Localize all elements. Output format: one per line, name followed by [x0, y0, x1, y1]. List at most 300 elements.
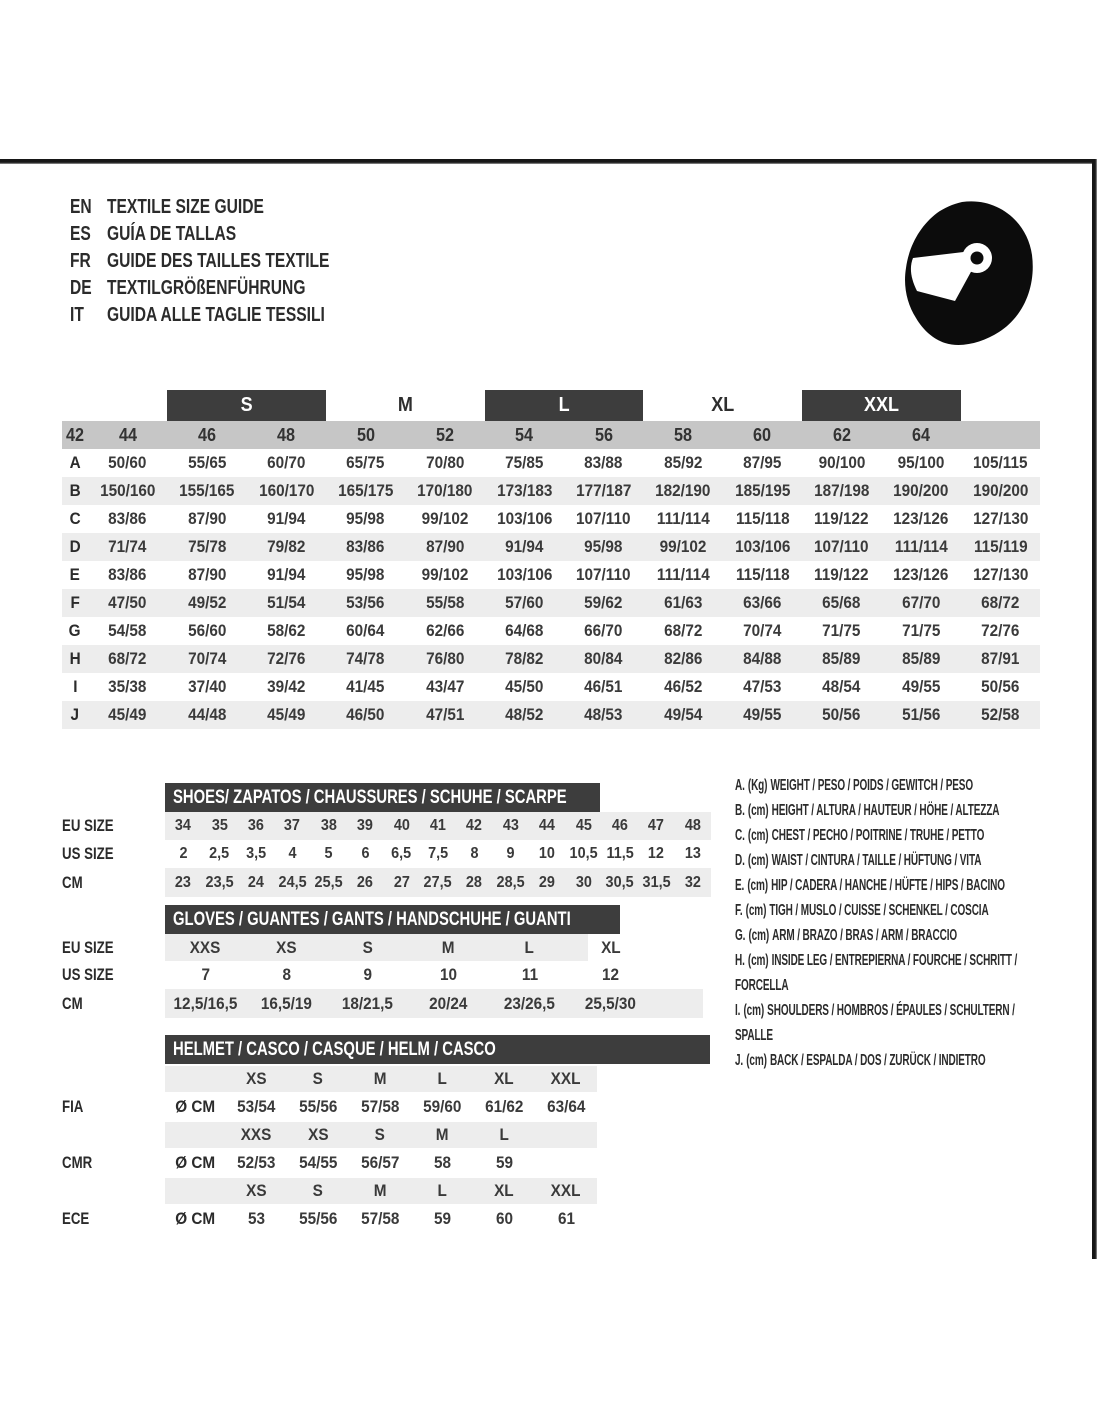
size-value-cell: 75/85 [505, 453, 544, 472]
gloves-rows [62, 934, 651, 1018]
legend-item [735, 1048, 1057, 1073]
measurement-row [62, 505, 1040, 533]
helmet-size-cell: M [373, 1181, 387, 1200]
size-value-cell: 185/195 [734, 481, 790, 500]
row-label: EU SIZE [62, 816, 114, 835]
size-group-label: XL [711, 394, 735, 416]
language-title: TEXTILE SIZE GUIDE [107, 196, 264, 218]
row-key-label: I [72, 677, 78, 696]
gloves-row [62, 934, 651, 961]
shoe-size-cell: 12 [648, 845, 665, 862]
row-label: CM [62, 872, 83, 892]
helmet-size-cell: 56/57 [360, 1153, 400, 1172]
size-value-cell: 70/74 [743, 621, 782, 640]
measurement-row [62, 645, 1040, 673]
row-key-label: A [69, 453, 81, 472]
measurement-row [62, 561, 1040, 589]
size-value-cell: 90/100 [818, 453, 866, 472]
size-value-cell: 49/55 [743, 705, 782, 724]
shoe-size-cell: 30,5 [602, 868, 638, 897]
shoe-size-cell: 13 [684, 845, 701, 862]
size-value-cell: 68/72 [108, 649, 147, 668]
size-value-cell: 63/66 [743, 593, 782, 612]
legend-text: TIGH / MUSLO / CUISSE / SCHENKEL / COSCIA [769, 902, 989, 919]
glove-size-cell: XXS [190, 937, 221, 957]
standard-label [62, 1122, 165, 1148]
glove-size-cell: 20/24 [429, 993, 468, 1013]
helmet-size-cell: XXL [551, 1181, 581, 1200]
shoe-size-cell: 40 [383, 812, 419, 840]
language-title: GUÍA DE TALLAS [107, 223, 237, 245]
glove-size-cell: 23/26,5 [503, 993, 556, 1013]
legend-key: J. [735, 1052, 744, 1069]
shoe-size-cell: 25,5 [311, 868, 347, 897]
shoes-row [62, 840, 711, 868]
size-value-cell: 76/80 [425, 649, 465, 668]
helmet-row [62, 1092, 597, 1122]
legend-key: F. [735, 902, 743, 919]
helmet-size-cell: 63/64 [546, 1097, 586, 1116]
size-value-cell: 55/65 [187, 453, 227, 472]
size-value-cell: 170/180 [417, 481, 473, 500]
size-value-cell: 190/200 [893, 481, 949, 500]
size-value-cell: 50/56 [981, 677, 1020, 696]
size-value-cell: 45/49 [108, 705, 147, 724]
size-value-cell: 37/40 [187, 677, 227, 696]
shoe-size-cell: 30 [565, 868, 601, 897]
size-value-cell: 45/50 [505, 677, 544, 696]
size-value-cell: 99/102 [421, 509, 469, 528]
helmet-size-cell: S [312, 1181, 324, 1200]
shoe-size-cell: 4 [288, 845, 297, 862]
size-value-cell: 105/115 [973, 453, 1028, 472]
shoe-size-cell: 7,5 [427, 845, 448, 862]
size-value-cell: 87/90 [187, 509, 227, 528]
shoe-size-cell: 8 [470, 845, 479, 862]
helmet-size-cell: L [437, 1069, 447, 1088]
measurement-legend [735, 773, 1057, 1073]
helmet-size-cell: XS [245, 1181, 267, 1200]
helmet-size-cell: 54/55 [298, 1153, 338, 1172]
size-value-cell: 182/190 [655, 481, 711, 500]
size-value-cell: 47/53 [743, 677, 782, 696]
diameter-unit-label: Ø CM [175, 1097, 215, 1116]
textile-size-table [62, 390, 1040, 729]
numeric-size-header-row [62, 421, 1040, 449]
size-value-cell: 83/86 [346, 537, 385, 556]
size-value-cell: 46/51 [584, 677, 623, 696]
size-value-cell: 50/56 [822, 705, 861, 724]
helmet-rows [62, 1066, 597, 1234]
shoe-size-cell: 45 [565, 812, 601, 840]
legend-text: WAIST / CINTURA / TAILLE / HÜFTUNG / VITA [771, 852, 982, 869]
glove-size-cell: 9 [363, 965, 372, 984]
helmet-size-cell: S [312, 1069, 324, 1088]
shoe-size-cell: 24,5 [274, 868, 310, 897]
size-value-cell: 71/75 [822, 621, 861, 640]
helmet-row [62, 1178, 597, 1204]
shoe-size-cell: 43 [493, 812, 529, 840]
size-value-cell: 64/68 [505, 621, 544, 640]
size-group-label: L [485, 390, 644, 421]
helmet-size-cell: S [374, 1125, 386, 1144]
legend-key: E. [735, 877, 745, 894]
helmet-row [62, 1204, 597, 1234]
shoe-size-cell: 28 [456, 868, 492, 897]
glove-size-cell: 18/21,5 [341, 993, 394, 1013]
size-group-label: XXL [802, 390, 961, 421]
size-value-cell: 80/84 [584, 649, 623, 668]
size-value-cell: 61/63 [663, 593, 703, 612]
measurement-row [62, 701, 1040, 729]
numeric-size-label: 62 [832, 424, 851, 445]
size-value-cell: 123/126 [893, 565, 949, 584]
size-value-cell: 58/62 [267, 621, 306, 640]
shoe-size-cell: 23 [165, 868, 201, 897]
helmet-row [62, 1148, 597, 1178]
language-row [70, 302, 392, 329]
language-code: EN [70, 196, 92, 218]
helmet-size-cell: XXS [240, 1125, 272, 1144]
measurement-rows [62, 449, 1040, 729]
size-value-cell: 107/110 [576, 565, 631, 584]
helmet-size-cell: 55/56 [298, 1209, 338, 1228]
size-value-cell: 48/53 [584, 705, 623, 724]
helmet-size-cell: 57/58 [360, 1097, 400, 1116]
size-value-cell: 70/74 [187, 649, 227, 668]
shoe-size-cell: 44 [529, 812, 565, 840]
size-value-cell: 84/88 [743, 649, 782, 668]
size-value-cell: 41/45 [346, 677, 385, 696]
row-label: CM [62, 993, 83, 1013]
legend-item [735, 923, 1057, 948]
diameter-unit-label [165, 1122, 225, 1148]
size-value-cell: 71/74 [108, 537, 147, 556]
glove-size-cell: 12 [601, 965, 620, 984]
size-value-cell: 70/80 [425, 453, 465, 472]
legend-text: HIP / CADERA / HANCHE / HÜFTE / HIPS / BACINO [771, 877, 1005, 894]
row-key-label: F [70, 593, 80, 612]
legend-text: INSIDE LEG / ENTREPIERNA / FOURCHE / SCHRITT / FORCELLA [735, 952, 1018, 994]
helmet-size-cell: M [373, 1069, 387, 1088]
shoes-row [62, 812, 711, 840]
shoe-size-cell: 47 [638, 812, 674, 840]
measurement-row [62, 589, 1040, 617]
helmet-size-cell: L [499, 1125, 509, 1144]
numeric-size-label: 56 [594, 424, 613, 445]
glove-size-cell: M [442, 937, 455, 957]
shoe-size-cell: 34 [165, 812, 201, 840]
shoe-size-cell: 10,5 [569, 845, 598, 862]
diameter-unit-label [165, 1066, 225, 1092]
numeric-size-label: 54 [515, 424, 534, 445]
size-value-cell: 155/165 [179, 481, 235, 500]
legend-item [735, 998, 1057, 1048]
helmet-size-cell: 61/62 [484, 1097, 524, 1116]
language-row [70, 248, 392, 275]
helmet-size-cell [535, 1122, 597, 1148]
size-value-cell: 60/70 [267, 453, 306, 472]
gloves-row [62, 961, 651, 989]
size-value-cell: 95/98 [346, 565, 385, 584]
measurement-row [62, 533, 1040, 561]
helmet-title-bar [165, 1035, 710, 1064]
legend-key: I. [735, 1002, 741, 1019]
standard-label [62, 1066, 165, 1092]
gloves-title-bar [165, 905, 620, 934]
frame-right-border [1092, 159, 1097, 1259]
helmet-size-cell: 61 [557, 1209, 575, 1228]
legend-key: C. [735, 827, 745, 844]
legend-key: H. [735, 952, 745, 969]
legend-unit: (cm) [745, 902, 767, 919]
shoe-size-cell: 36 [238, 812, 274, 840]
size-value-cell: 65/68 [822, 593, 861, 612]
size-value-cell: 123/126 [893, 509, 949, 528]
shoe-size-cell: 42 [456, 812, 492, 840]
size-value-cell: 46/52 [663, 677, 703, 696]
glove-size-cell: XS [276, 937, 297, 957]
size-value-cell: 127/130 [972, 509, 1028, 528]
legend-item [735, 848, 1057, 873]
row-label: EU SIZE [62, 937, 114, 957]
shoes-title: SHOES/ ZAPATOS / CHAUSSURES / SCHUHE / SCARPE [173, 786, 567, 808]
row-key-label: C [69, 509, 81, 528]
row-key-label: B [69, 481, 81, 500]
helmet-size-cell: 53 [247, 1209, 265, 1228]
legend-item [735, 798, 1057, 823]
row-label: US SIZE [62, 965, 114, 984]
size-value-cell: 177/187 [576, 481, 632, 500]
size-value-cell: 83/86 [108, 509, 147, 528]
legend-unit: (cm) [748, 927, 770, 944]
row-key-label: H [69, 649, 81, 668]
shoe-size-cell: 29 [529, 868, 565, 897]
glove-size-cell: L [524, 937, 535, 957]
size-value-cell: 165/175 [338, 481, 394, 500]
helmet-size-cell: 59 [495, 1153, 513, 1172]
shoes-size-table [62, 783, 711, 897]
legend-item [735, 873, 1057, 898]
size-value-cell: 99/102 [659, 537, 707, 556]
helmet-size-cell: 58 [433, 1153, 451, 1172]
size-value-cell: 51/54 [267, 593, 306, 612]
size-value-cell: 87/90 [187, 565, 227, 584]
size-value-cell: 107/110 [576, 509, 631, 528]
size-value-cell: 35/38 [108, 677, 147, 696]
helmet-size-cell: XS [307, 1125, 329, 1144]
legend-unit: (cm) [746, 1052, 767, 1069]
standard-label: ECE [62, 1209, 90, 1228]
legend-text: ARM / BRAZO / BRAS / ARM / BRACCIO [772, 927, 958, 944]
size-value-cell: 187/198 [814, 481, 870, 500]
size-value-cell: 62/66 [425, 621, 465, 640]
size-value-cell: 47/50 [108, 593, 147, 612]
helmet-size-cell: M [435, 1125, 449, 1144]
shoes-row [62, 868, 711, 897]
legend-item [735, 823, 1057, 848]
legend-unit: (cm) [747, 852, 769, 869]
size-value-cell: 49/55 [901, 677, 941, 696]
shoe-size-cell: 2 [179, 845, 188, 862]
shoe-size-cell: 3,5 [245, 845, 266, 862]
size-value-cell: 190/200 [972, 481, 1028, 500]
size-value-cell: 67/70 [901, 593, 941, 612]
language-row [70, 221, 392, 248]
shoe-size-cell: 31,5 [638, 868, 674, 897]
size-value-cell: 49/52 [187, 593, 227, 612]
helmet-row [62, 1122, 597, 1148]
shoe-size-cell: 10 [539, 845, 556, 862]
measurement-row [62, 617, 1040, 645]
numeric-size-label: 58 [673, 424, 692, 445]
size-value-cell: 150/160 [100, 481, 156, 500]
shoes-title-bar [165, 783, 600, 812]
shoe-size-cell: 11,5 [606, 845, 634, 862]
legend-item [735, 898, 1057, 923]
measurement-row [62, 673, 1040, 701]
size-value-cell: 78/82 [505, 649, 544, 668]
legend-unit: (cm) [747, 827, 769, 844]
helmet-size-cell: 59/60 [422, 1097, 462, 1116]
size-value-cell: 87/95 [743, 453, 782, 472]
shoe-size-cell: 46 [602, 812, 638, 840]
size-value-cell: 111/114 [656, 509, 710, 528]
helmet-row [62, 1066, 597, 1092]
size-value-cell: 107/110 [814, 537, 869, 556]
size-value-cell: 45/49 [267, 705, 306, 724]
shoe-size-cell: 48 [675, 812, 711, 840]
size-value-cell: 60/64 [346, 621, 385, 640]
numeric-size-label: 64 [911, 424, 930, 445]
gloves-title: GLOVES / GUANTES / GANTS / HANDSCHUHE / GUANTI [173, 908, 571, 930]
helmet-size-cell: 57/58 [360, 1209, 400, 1228]
measurement-row [62, 449, 1040, 477]
size-value-cell: 74/78 [346, 649, 385, 668]
shoe-size-cell: 2,5 [209, 845, 230, 862]
legend-unit: (cm) [743, 1002, 765, 1019]
size-value-cell: 173/183 [496, 481, 552, 500]
size-value-cell: 44/48 [187, 705, 227, 724]
size-value-cell: 47/51 [425, 705, 465, 724]
numeric-size-label: 48 [277, 424, 296, 445]
size-value-cell: 82/86 [663, 649, 703, 668]
shoe-size-cell: 6 [361, 845, 370, 862]
legend-key: G. [735, 927, 746, 944]
size-value-cell: 55/58 [425, 593, 465, 612]
glove-size-cell: 25,5/30 [584, 993, 637, 1013]
size-value-cell: 68/72 [981, 593, 1020, 612]
legend-unit: (cm) [747, 952, 769, 969]
shoe-size-cell: 37 [274, 812, 310, 840]
glove-size-cell: 10 [439, 965, 458, 984]
helmet-size-cell [535, 1148, 597, 1178]
legend-key: A. [735, 777, 745, 794]
size-value-cell: 83/88 [584, 453, 623, 472]
row-label: US SIZE [62, 844, 114, 863]
size-value-cell: 56/60 [187, 621, 227, 640]
shoe-size-cell: 28,5 [493, 868, 529, 897]
size-value-cell: 54/58 [108, 621, 147, 640]
language-code: IT [70, 304, 84, 326]
glove-size-cell: 8 [282, 965, 291, 984]
size-value-cell: 91/94 [267, 509, 306, 528]
numeric-size-label: 50 [356, 424, 375, 445]
diameter-unit-label [165, 1178, 225, 1204]
glove-size-cell: XL [600, 937, 621, 957]
size-value-cell: 68/72 [663, 621, 703, 640]
numeric-size-label: 60 [753, 424, 772, 445]
standard-label: CMR [62, 1153, 93, 1172]
legend-unit: (cm) [747, 877, 768, 894]
size-value-cell: 49/54 [663, 705, 703, 724]
size-value-cell: 87/91 [981, 649, 1020, 668]
measurement-row [62, 477, 1040, 505]
numeric-size-label: 44 [118, 424, 137, 445]
size-value-cell: 66/70 [584, 621, 623, 640]
helmet-size-table [62, 1035, 597, 1234]
size-value-cell: 52/58 [981, 705, 1020, 724]
size-value-cell: 39/42 [267, 677, 306, 696]
size-value-cell: 127/130 [972, 565, 1028, 584]
language-row [70, 275, 392, 302]
row-key-label: D [69, 537, 81, 556]
language-title: GUIDA ALLE TAGLIE TESSILI [107, 304, 325, 326]
size-value-cell: 103/106 [734, 537, 790, 556]
helmet-size-cell: XXL [551, 1069, 581, 1088]
legend-text: CHEST / PECHO / POITRINE / TRUHE / PETTO [771, 827, 985, 844]
size-value-cell: 46/50 [346, 705, 385, 724]
row-key-label: E [69, 565, 81, 584]
glove-size-cell: 7 [201, 965, 210, 984]
legend-text: SHOULDERS / HOMBROS / ÉPAULES / SCHULTERN / SPALLE [735, 1002, 1015, 1044]
size-value-cell: 119/122 [814, 565, 869, 584]
language-code: DE [70, 277, 92, 299]
gloves-row [62, 989, 651, 1018]
legend-key: B. [735, 802, 745, 819]
size-value-cell: 85/89 [901, 649, 941, 668]
row-key-label: G [69, 621, 81, 640]
row-key-label: J [70, 705, 80, 724]
legend-item [735, 948, 1057, 998]
helmet-size-cell: 52/53 [236, 1153, 276, 1172]
size-value-cell: 65/75 [346, 453, 385, 472]
size-value-cell: 95/98 [346, 509, 385, 528]
diameter-unit-label: Ø CM [175, 1209, 215, 1228]
shoe-size-cell: 27 [383, 868, 419, 897]
size-value-cell: 103/106 [496, 565, 552, 584]
helmet-size-cell: XS [245, 1069, 267, 1088]
size-value-cell: 50/60 [108, 453, 147, 472]
size-value-cell: 115/119 [973, 537, 1028, 556]
legend-unit: (Kg) [747, 777, 768, 794]
legend-text: HEIGHT / ALTURA / HAUTEUR / HÖHE / ALTEZZA [771, 802, 1000, 819]
size-value-cell: 99/102 [421, 565, 469, 584]
helmet-size-cell: XL [494, 1181, 514, 1200]
size-value-cell: 59/62 [584, 593, 623, 612]
shoe-size-cell: 38 [311, 812, 347, 840]
helmet-size-cell: 53/54 [236, 1097, 276, 1116]
size-value-cell: 72/76 [267, 649, 306, 668]
glove-size-cell: 11 [521, 965, 538, 984]
shoe-size-cell: 23,5 [201, 868, 237, 897]
size-value-cell: 85/89 [822, 649, 861, 668]
legend-item [735, 773, 1057, 798]
glove-size-cell: 12,5/16,5 [173, 993, 238, 1013]
shoe-size-cell: 41 [420, 812, 456, 840]
size-value-cell: 48/52 [505, 705, 544, 724]
size-value-cell: 48/54 [822, 677, 861, 696]
